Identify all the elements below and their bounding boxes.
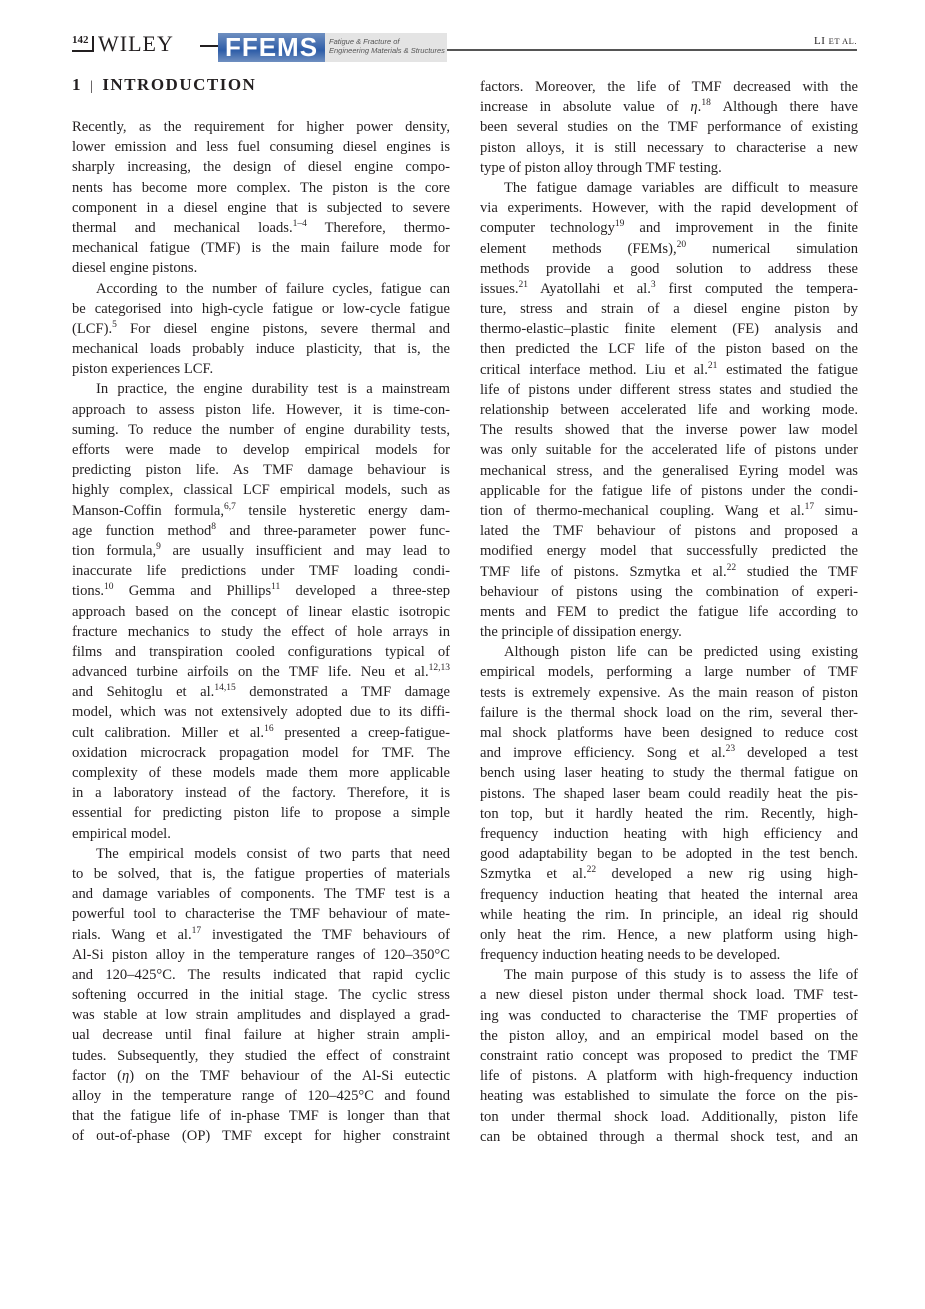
text-line: Although piston life can be predicted using existing [504, 644, 858, 661]
text-line: Al-Si piston alloy in the temperature ranges of 120–350°C [72, 946, 450, 963]
section-title: INTRODUCTION [102, 75, 257, 94]
paragraph [72, 844, 450, 1147]
text-line: lated the TMF behaviour of pistons and proposed a [480, 523, 858, 540]
citation-superscript: 6,7 [224, 501, 236, 512]
text-line: piston experiences LCF. [72, 361, 214, 378]
text-line: TMF life of pistons. Szmytka et al.$^{22}$ studied the TMF [480, 562, 858, 580]
text-line: tudes. Subsequently, they studied the effect of constraint [72, 1047, 450, 1064]
text-line: lower emission and less fuel consuming diesel engines is [72, 139, 450, 156]
text-line: in a laboratory instead of the factory. Therefore, it is [72, 785, 450, 802]
text-line: nents has become more complex. The piston is the core [72, 179, 450, 196]
text-line: then predicted the LCF life of the piston based on the [480, 341, 858, 358]
header-rule [447, 49, 857, 51]
text-line: age function method$^8$ and three-parameter power func- [72, 521, 450, 539]
left-column [72, 117, 450, 1147]
text-line: and 120–425°C. The results indicated that rapid cyclic [72, 966, 450, 983]
text-line: Recently, as the requirement for higher power density, [72, 119, 450, 135]
running-head-author: LI [814, 35, 826, 47]
citation-superscript: 21 [518, 279, 529, 290]
citation-superscript: 17 [191, 925, 202, 936]
text-line: empirical models, performing a large number of TMF [480, 664, 858, 681]
text-line: been several studies on the TMF performance of existing [480, 119, 858, 136]
text-line: ton under thermal shock load. Additionally, piston life [480, 1108, 858, 1125]
text-line: while heating the rim. In principle, an ideal rig should [480, 906, 858, 923]
text-line: ture, stress and strain of a diesel engine piston by [480, 301, 858, 318]
text-line: tion of thermo-mechanical coupling. Wang et al.$^{17}$ simu- [480, 501, 859, 519]
text-line: powerful tool to characterise the TMF behaviour of mate- [72, 906, 450, 923]
page-number: 142 [72, 34, 89, 46]
citation-superscript: 22 [726, 562, 737, 573]
text-line: tion formula,$^9$ are usually insufficient and may lead to [72, 541, 450, 559]
publisher-logo: WILEY [98, 31, 174, 56]
page-number-underline [72, 50, 92, 52]
text-line: frequency induction heating with high efficiency and [480, 825, 858, 842]
section-heading [72, 75, 256, 95]
text-line: ton top, but it hardly heated the rim. Recently, high- [480, 805, 858, 822]
citation-superscript: 12,13 [428, 663, 450, 674]
text-line: empirical model. [72, 825, 171, 842]
citation-superscript: 5 [112, 319, 117, 330]
text-line: highly complex, classical LCF empirical models, such as [72, 482, 450, 499]
text-line: complexity of these models made them more applicable [72, 765, 450, 781]
text-line: suming. To reduce the number of engine durability tests, [72, 421, 450, 438]
text-line: was stable at low strain amplitudes and displayed a grad- [72, 1007, 450, 1024]
text-line: efforts were made to develop empirical models for [72, 442, 450, 458]
text-line: via experiments. However, with the rapid development of [480, 200, 858, 217]
citation-superscript: 14,15 [214, 683, 236, 694]
text-line: frequency induction heating that heated the internal area [480, 886, 858, 903]
paragraph [480, 178, 858, 642]
text-line: tions.$^{10}$ Gemma and Phillips$^{11}$ developed a three-step [72, 582, 450, 600]
text-line: films and transpiration cooled configurations typical of [72, 643, 450, 660]
text-line: thermo-elastic–plastic finite element (FE) analysis and [480, 321, 858, 338]
text-line: The fatigue damage variables are difficult to measure [504, 179, 858, 196]
journal-name [325, 33, 447, 62]
citation-superscript: 22 [586, 865, 597, 876]
italic-symbol: η [122, 1067, 130, 1084]
text-line: and Sehitoglu et al.$^{14,15}$ demonstrated a TMF damage [72, 683, 450, 701]
paragraph [480, 642, 858, 965]
text-line: rials. Wang et al.$^{17}$ investigated the TMF behaviours of [72, 925, 450, 943]
text-line: bench using laser heating to study the thermal fatigue on [480, 765, 858, 782]
text-line: the principle of dissipation energy. [480, 624, 682, 641]
journal-name-line1: Fatigue & Fracture of [329, 37, 400, 46]
text-line: constraint ratio concept was proposed to predict the TMF [480, 1048, 858, 1064]
citation-superscript: 11 [271, 582, 281, 593]
italic-symbol: η [690, 99, 698, 116]
text-line: inaccurate life predictions under TMF loading condi- [72, 563, 450, 580]
text-line: of out-of-phase (OP) TMF except for higher constraint [72, 1128, 450, 1145]
text-line: piston alloys, it is still necessary to characterise a new [480, 139, 858, 156]
right-column [480, 77, 858, 1147]
text-line: mechanical fatigue (TMF) is the main failure mode for [72, 240, 450, 257]
text-line: advanced turbine airfoils on the TMF life. Neu et al.$^{12,13}$ [72, 663, 450, 681]
text-line: In practice, the engine durability test is a mainstream [96, 381, 450, 398]
citation-superscript: 1–4 [292, 218, 307, 229]
citation-superscript: 8 [211, 521, 217, 532]
section-separator: | [90, 79, 95, 94]
text-line: factors. Moreover, the life of TMF decreased with the [480, 79, 858, 95]
text-line: frequency induction heating needs to be developed. [480, 947, 781, 964]
text-line: failure is the thermal shock load on the rim, several ther- [480, 704, 858, 721]
citation-superscript: 17 [804, 501, 815, 512]
text-line: tests is extremely expensive. As the main reason of piston [480, 684, 858, 701]
text-line: alloy in the temperature range of 120–425°C and found [72, 1088, 450, 1104]
text-line: that the fatigue life of in-phase TMF is longer than that [72, 1108, 450, 1125]
text-line: ing was conducted to characterise the TMF properties of [480, 1007, 858, 1024]
citation-superscript: 19 [614, 219, 625, 230]
text-line: relationship between accelerated life and working mode. [480, 402, 858, 418]
text-line: increase in absolute value of η.$^{18}$ Although there have [480, 98, 858, 116]
section-number: 1 [72, 75, 82, 94]
journal-logo: FFEMS [218, 33, 325, 62]
text-line: sharply increasing, the design of diesel engine compo- [72, 159, 450, 176]
text-line: applicable for the fatigue life of pistons under the condi- [480, 482, 858, 499]
header-divider [92, 36, 94, 52]
text-line: and damage variables of components. The TMF test is a [72, 886, 450, 903]
text-line: ual decrease until final failure at higher strain ampli- [72, 1027, 450, 1044]
text-line: modified energy model that successfully predicted the [480, 543, 858, 560]
text-line: approach based on the concept of linear elastic isotropic [72, 603, 450, 620]
text-line: cult calibration. Miller et al.$^{16}$ presented a creep-fatigue- [72, 723, 451, 741]
text-line: approach to assess piston life. However, it is time-con- [72, 401, 450, 418]
paragraph [72, 279, 450, 380]
text-line: According to the number of failure cycles, fatigue can [96, 280, 450, 297]
citation-superscript: 10 [104, 582, 114, 593]
text-line: diesel engine pistons. [72, 260, 198, 277]
text-line: a new diesel piston under thermal shock load. TMF test- [480, 987, 858, 1004]
text-line: mechanical loads probably induce plasticity, that is, the [72, 341, 450, 358]
text-line: issues.$^{21}$ Ayatollahi et al.$^3$ first computed the tempera- [480, 279, 858, 297]
text-line: type of piston alloy through TMF testing. [480, 159, 722, 176]
paragraph [72, 379, 450, 843]
logo-connector [200, 45, 218, 47]
text-line: the piston alloy, and an empirical model based on the [480, 1027, 858, 1044]
text-line: mal shock platforms have been designed to reduce cost [480, 725, 858, 741]
text-line: heating was established to simulate the force on the pis- [480, 1088, 858, 1105]
text-line: The results showed that the inverse power law model [480, 422, 858, 439]
text-line: and improve efficiency. Song et al.$^{23}$ developed a test [480, 744, 858, 762]
citation-superscript: 23 [725, 744, 736, 755]
text-line: element methods (FEMs),$^{20}$ numerical simulation [480, 239, 859, 257]
paragraph [480, 965, 858, 1147]
text-line: component in a diesel engine that is subjected to severe [72, 199, 450, 216]
text-line: methods provide a good solution to address these [480, 260, 858, 277]
text-line: oxidation microcrack propagation model for TMF. The [72, 744, 450, 761]
text-line: life of pistons under different stress states and studied the [480, 381, 858, 398]
text-line: life of pistons. A platform with high-frequency induction [480, 1068, 858, 1085]
text-line: critical interface method. Liu et al.$^{21}$ estimated the fatigue [480, 360, 858, 378]
text-line: softening occurred in the initial stage. The cyclic stress [72, 987, 450, 1004]
citation-superscript: 21 [707, 360, 718, 371]
citation-superscript: 18 [701, 98, 711, 109]
citation-superscript: 3 [650, 279, 656, 290]
text-line: model, which was not extensively adopted due to its diffi- [72, 704, 450, 721]
paragraph [480, 77, 858, 178]
text-line: computer technology$^{19}$ and improvement in the finite [480, 219, 858, 237]
text-line: thermal and mechanical loads.$^{1-4}$ Therefore, thermo- [72, 218, 451, 236]
text-line: The empirical models consist of two parts that need [96, 845, 450, 862]
text-line: Manson-Coffin formula,$^{6,7}$ tensile hysteretic energy dam- [72, 501, 450, 519]
citation-superscript: 9 [156, 541, 161, 552]
paragraph [72, 117, 450, 279]
text-line: pistons. The shaped laser beam could readily heat the pis- [480, 785, 858, 802]
text-line: essential for predicting piston life to propose a simple [72, 805, 450, 822]
text-line: be categorised into high-cycle fatigue or low-cycle fatigue [72, 300, 450, 317]
text-line: fracture mechanics to study the effect of hole arrays in [72, 623, 450, 640]
text-line: The main purpose of this study is to assess the life of [504, 967, 858, 984]
text-line: to be solved, that is, the fatigue properties of materials [72, 865, 450, 882]
text-line: behaviour of pistons using the combination of experi- [480, 583, 858, 600]
text-line: (LCF).$^5$ For diesel engine pistons, severe thermal and [72, 319, 450, 337]
journal-name-line2: Engineering Materials & Structures [329, 46, 445, 55]
page-header [0, 0, 925, 70]
text-line: predicting piston life. As TMF damage behaviour is [72, 462, 450, 479]
citation-superscript: 16 [264, 723, 274, 734]
text-line: can be obtained through a thermal shock test, and an [480, 1128, 858, 1145]
text-line: factor (η) on the TMF behaviour of the Al-Si eutectic [72, 1067, 450, 1084]
running-head [814, 35, 857, 47]
text-line: mechanical stress, and the generalised Eyring model was [480, 462, 858, 479]
citation-superscript: 20 [676, 239, 687, 250]
text-line: good adaptability began to be adopted in the test bench. [480, 846, 858, 863]
text-line: only heat the rim. Hence, a new platform using high- [480, 926, 858, 943]
text-line: Szmytka et al.$^{22}$ developed a new rig using high- [480, 865, 858, 883]
running-head-etal: ET AL. [828, 36, 857, 46]
text-line: ments and FEM to predict the fatigue life according to [480, 603, 858, 620]
text-line: was only suitable for the accelerated life of pistons under [480, 442, 858, 459]
